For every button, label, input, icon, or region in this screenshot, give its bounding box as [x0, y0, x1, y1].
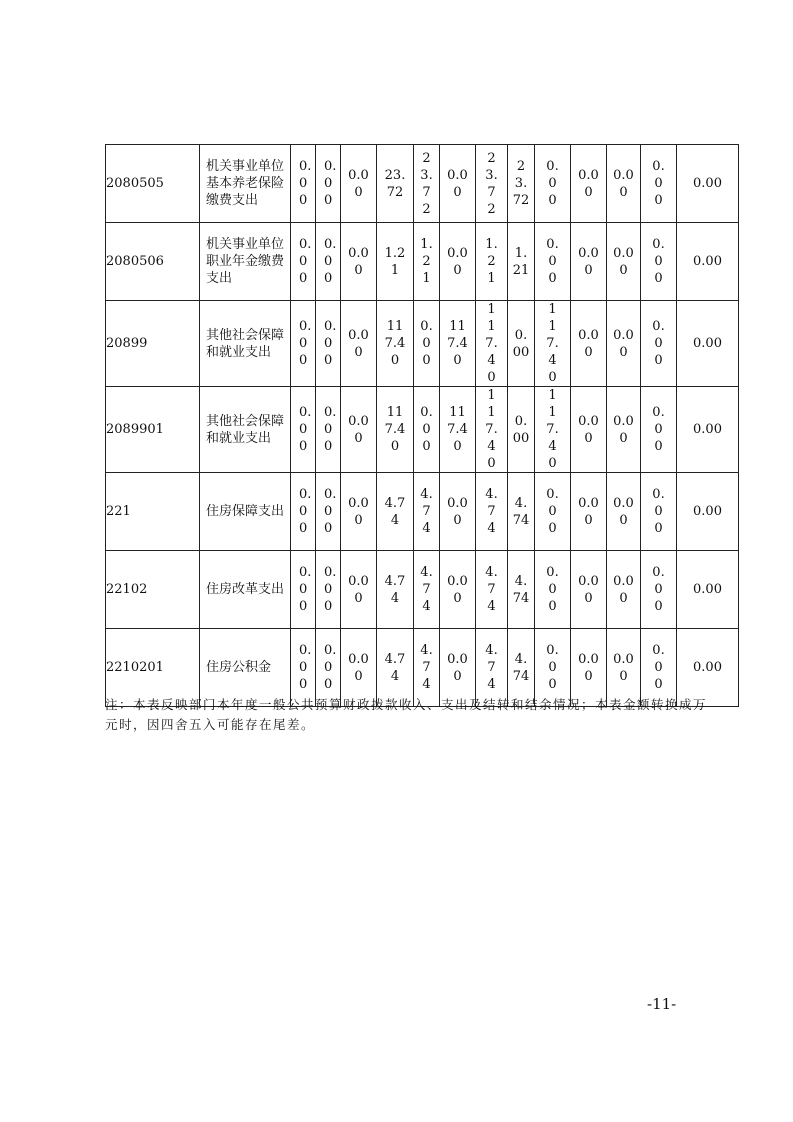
cell-value: 117.40	[546, 388, 559, 471]
value-cell	[607, 551, 641, 629]
cell-value: 0.00	[613, 245, 634, 278]
value-cell	[414, 473, 440, 551]
cell-value: 0.00	[324, 565, 337, 614]
value-cell	[677, 473, 739, 551]
value-cell	[316, 223, 341, 301]
cell-value: 117.40	[384, 319, 406, 368]
cell-value: 4.74	[485, 487, 498, 536]
cell-value: 0.00	[578, 573, 599, 606]
value-cell	[341, 301, 377, 387]
cell-value: 0.00	[652, 565, 665, 614]
cell-value: 0.00	[546, 565, 559, 614]
cell-value: 0.00	[348, 651, 369, 684]
cell-value: 0.00	[512, 327, 530, 360]
value-cell	[476, 301, 508, 387]
cell-value: 0.00	[652, 319, 665, 368]
value-cell	[476, 473, 508, 551]
value-cell	[316, 387, 341, 473]
row-name: 住房保障支出	[206, 504, 285, 519]
row-name: 住房改革支出	[206, 582, 285, 597]
value-cell	[291, 551, 316, 629]
value-cell	[607, 387, 641, 473]
value-cell	[440, 387, 476, 473]
cell-value: 1.21	[485, 237, 498, 286]
cell-value: 4.74	[384, 651, 406, 684]
cell-value: 4.74	[420, 565, 433, 614]
row-code: 2210201	[106, 629, 200, 707]
value-cell	[571, 473, 607, 551]
value-cell	[607, 223, 641, 301]
cell-value: 0.00	[299, 319, 312, 368]
value-cell	[677, 223, 739, 301]
cell-value: 0.00	[652, 405, 665, 454]
value-cell	[476, 223, 508, 301]
cell-value: 0.00	[420, 319, 433, 368]
cell-value: 1.21	[512, 245, 530, 278]
value-cell	[341, 145, 377, 223]
value-cell	[316, 301, 341, 387]
cell-value: 0.00	[348, 413, 369, 446]
cell-value: 4.74	[512, 495, 530, 528]
value-cell	[677, 145, 739, 223]
value-cell	[377, 473, 414, 551]
cell-value: 0.00	[693, 504, 722, 519]
value-cell	[316, 473, 341, 551]
value-cell	[677, 387, 739, 473]
value-cell	[476, 551, 508, 629]
cell-value: 4.74	[384, 573, 406, 606]
cell-value: 0.00	[693, 422, 722, 437]
cell-value: 117.40	[485, 388, 498, 471]
value-cell	[476, 145, 508, 223]
cell-value: 0.00	[447, 651, 468, 684]
value-cell	[377, 145, 414, 223]
value-cell	[414, 223, 440, 301]
cell-value: 0.00	[348, 167, 369, 200]
value-cell	[607, 301, 641, 387]
cell-value: 117.40	[447, 405, 468, 454]
value-cell	[291, 473, 316, 551]
cell-value: 0.00	[447, 573, 468, 606]
cell-value: 0.00	[578, 413, 599, 446]
cell-value: 0.00	[578, 651, 599, 684]
value-cell	[341, 387, 377, 473]
cell-value: 0.00	[299, 237, 312, 286]
cell-value: 0.00	[613, 167, 634, 200]
row-name: 机关事业单位基本养老保险缴费支出	[206, 159, 285, 208]
cell-value: 0.00	[613, 495, 634, 528]
cell-value: 0.00	[348, 573, 369, 606]
cell-value: 0.00	[546, 487, 559, 536]
row-name-cell	[200, 301, 291, 387]
value-cell	[641, 223, 677, 301]
value-cell	[476, 387, 508, 473]
cell-value: 0.00	[546, 643, 559, 692]
table-row	[106, 145, 739, 223]
row-code: 2080506	[106, 223, 200, 301]
table-row	[106, 551, 739, 629]
value-cell	[377, 223, 414, 301]
cell-value: 4.74	[485, 565, 498, 614]
value-cell	[316, 551, 341, 629]
cell-value: 0.00	[299, 487, 312, 536]
value-cell	[571, 301, 607, 387]
cell-value: 4.74	[420, 643, 433, 692]
cell-value: 0.00	[447, 245, 468, 278]
budget-table	[105, 144, 739, 707]
cell-value: 0.00	[447, 495, 468, 528]
cell-value: 0.00	[546, 159, 559, 208]
cell-value: 0.00	[447, 167, 468, 200]
cell-value: 0.00	[512, 413, 530, 446]
value-cell	[508, 473, 535, 551]
cell-value: 0.00	[348, 327, 369, 360]
row-name-cell	[200, 223, 291, 301]
cell-value: 4.74	[485, 643, 498, 692]
cell-value: 0.00	[693, 254, 722, 269]
cell-value: 0.00	[324, 405, 337, 454]
row-name-cell	[200, 387, 291, 473]
cell-value: 0.00	[299, 405, 312, 454]
cell-value: 0.00	[578, 327, 599, 360]
table-note: 注：本表反映部门本年度一般公共预算财政拨款收入、支出及结转和结余情况；本表金额转换成万元时，因四舍五入可能存在尾差。	[105, 697, 708, 732]
cell-value: 1.21	[384, 245, 406, 278]
cell-value: 0.00	[348, 245, 369, 278]
value-cell	[508, 387, 535, 473]
value-cell	[291, 223, 316, 301]
cell-value: 0.00	[324, 237, 337, 286]
row-name-cell	[200, 145, 291, 223]
value-cell	[508, 145, 535, 223]
value-cell	[414, 551, 440, 629]
value-cell	[641, 145, 677, 223]
value-cell	[571, 145, 607, 223]
cell-value: 117.40	[447, 319, 468, 368]
cell-value: 0.00	[613, 327, 634, 360]
value-cell	[291, 145, 316, 223]
value-cell	[535, 145, 571, 223]
value-cell	[607, 473, 641, 551]
row-code: 2080505	[106, 145, 200, 223]
value-cell	[607, 145, 641, 223]
cell-value: 0.00	[613, 573, 634, 606]
value-cell	[440, 145, 476, 223]
cell-value: 0.00	[693, 660, 722, 675]
cell-value: 0.00	[613, 413, 634, 446]
cell-value: 0.00	[578, 245, 599, 278]
row-name: 其他社会保障和就业支出	[206, 327, 285, 360]
cell-value: 0.00	[693, 336, 722, 351]
cell-value: 23.72	[485, 150, 498, 217]
value-cell	[641, 387, 677, 473]
value-cell	[414, 387, 440, 473]
value-cell	[291, 387, 316, 473]
table-body	[106, 145, 739, 707]
cell-value: 0.00	[578, 495, 599, 528]
cell-value: 4.74	[420, 487, 433, 536]
value-cell	[377, 387, 414, 473]
value-cell	[508, 301, 535, 387]
row-code: 2089901	[106, 387, 200, 473]
cell-value: 0.00	[324, 319, 337, 368]
value-cell	[677, 551, 739, 629]
cell-value: 23.72	[384, 167, 406, 200]
value-cell	[535, 387, 571, 473]
cell-value: 0.00	[652, 487, 665, 536]
table-row	[106, 473, 739, 551]
row-code: 20899	[106, 301, 200, 387]
cell-value: 0.00	[578, 167, 599, 200]
cell-value: 0.00	[299, 565, 312, 614]
value-cell	[535, 301, 571, 387]
value-cell	[341, 223, 377, 301]
cell-value: 4.74	[384, 495, 406, 528]
cell-value: 0.00	[324, 643, 337, 692]
cell-value: 4.74	[512, 651, 530, 684]
value-cell	[377, 301, 414, 387]
table-row	[106, 387, 739, 473]
value-cell	[641, 551, 677, 629]
value-cell	[341, 473, 377, 551]
table-row	[106, 301, 739, 387]
value-cell	[535, 551, 571, 629]
value-cell	[440, 301, 476, 387]
table-row	[106, 223, 739, 301]
cell-value: 0.00	[348, 495, 369, 528]
value-cell	[677, 301, 739, 387]
cell-value: 0.00	[546, 237, 559, 286]
row-code: 221	[106, 473, 200, 551]
value-cell	[535, 473, 571, 551]
value-cell	[414, 145, 440, 223]
value-cell	[341, 551, 377, 629]
cell-value: 23.72	[420, 150, 433, 217]
value-cell	[440, 473, 476, 551]
value-cell	[508, 551, 535, 629]
cell-value: 0.00	[652, 159, 665, 208]
page-number: -11-	[647, 995, 677, 1013]
value-cell	[641, 301, 677, 387]
cell-value: 117.40	[384, 405, 406, 454]
row-code: 22102	[106, 551, 200, 629]
cell-value: 1.21	[420, 237, 433, 286]
cell-value: 0.00	[693, 176, 722, 191]
cell-value: 117.40	[485, 302, 498, 385]
value-cell	[440, 551, 476, 629]
value-cell	[377, 551, 414, 629]
row-name-cell	[200, 473, 291, 551]
row-name-cell	[200, 551, 291, 629]
value-cell	[508, 223, 535, 301]
value-cell	[414, 301, 440, 387]
cell-value: 0.00	[652, 643, 665, 692]
cell-value: 0.00	[420, 405, 433, 454]
value-cell	[535, 223, 571, 301]
value-cell	[571, 551, 607, 629]
value-cell	[571, 387, 607, 473]
value-cell	[571, 223, 607, 301]
cell-value: 0.00	[299, 159, 312, 208]
row-name: 其他社会保障和就业支出	[206, 413, 285, 446]
cell-value: 0.00	[613, 651, 634, 684]
cell-value: 0.00	[324, 159, 337, 208]
cell-value: 0.00	[652, 237, 665, 286]
row-name: 住房公积金	[206, 660, 272, 675]
cell-value: 0.00	[299, 643, 312, 692]
value-cell	[316, 145, 341, 223]
cell-value: 0.00	[693, 582, 722, 597]
value-cell	[641, 473, 677, 551]
row-name: 机关事业单位职业年金缴费支出	[206, 237, 285, 286]
value-cell	[440, 223, 476, 301]
cell-value: 0.00	[324, 487, 337, 536]
cell-value: 4.74	[512, 573, 530, 606]
cell-value: 117.40	[546, 302, 559, 385]
value-cell	[291, 301, 316, 387]
cell-value: 23.72	[512, 159, 530, 208]
